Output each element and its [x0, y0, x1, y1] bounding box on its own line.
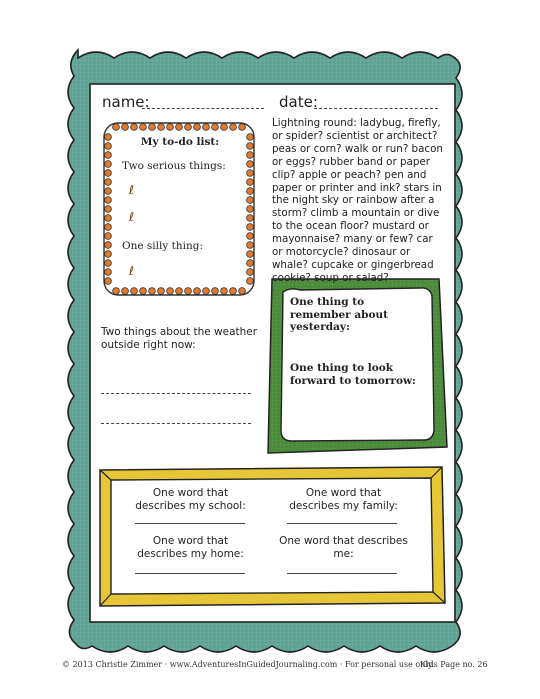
todo-border-dot	[140, 124, 147, 131]
todo-title: My to-do list:	[140, 136, 220, 148]
todo-border-dot	[185, 288, 192, 295]
todo-border-dot	[203, 124, 210, 131]
todo-border-dot	[247, 251, 254, 258]
todo-border-dot	[247, 206, 254, 213]
todo-border-dot	[105, 233, 112, 240]
todo-border-dot	[247, 152, 254, 159]
todo-border-dot	[247, 260, 254, 267]
todo-border-dot	[105, 134, 112, 141]
todo-border-dot	[212, 124, 219, 131]
date-label: date:	[279, 93, 318, 111]
todo-border-dot	[221, 124, 228, 131]
todo-border-dot	[158, 288, 165, 295]
todo-border-dot	[230, 288, 237, 295]
todo-border-dot	[105, 170, 112, 177]
todo-border-dot	[158, 124, 165, 131]
date-field-line[interactable]	[314, 108, 438, 109]
todo-border-dot	[247, 269, 254, 276]
todo-silly-label: One silly thing:	[122, 240, 204, 252]
todo-border-dot	[105, 161, 112, 168]
todo-border-dot	[247, 278, 254, 285]
todo-border-dot	[247, 161, 254, 168]
todo-border-dot	[149, 124, 156, 131]
todo-border-dot	[239, 124, 246, 131]
footer-page-number: Kids Page no. 26	[420, 660, 488, 669]
school-answer-line[interactable]	[135, 523, 245, 524]
todo-border-dot	[230, 124, 237, 131]
todo-border-dot	[247, 233, 254, 240]
lightning-round-text: Lightning round: ladybug, firefly, or spider? scientist or architect? peas or corn? walk or run? bacon or eggs? rubber band or paper clip? apple or peach? pen and paper or printer and ink? stars in the night sky or rainbow after a storm? climb a mountain or dive to the ocean floor? mustard or mayonnaise? many or few? car or motorcycle? dinosaur or whale? cupcake or gingerbread cookie? soup or salad?	[272, 117, 443, 284]
todo-serious-label: Two serious things:	[122, 160, 226, 172]
look-forward-prompt: One thing to look forward to tomorrow:	[290, 362, 416, 387]
todo-border-dot	[113, 288, 120, 295]
weather-prompt: Two things about the weather outside right now:	[101, 326, 258, 351]
me-answer-line[interactable]	[287, 573, 397, 574]
todo-border-dot	[167, 288, 174, 295]
todo-border-dot	[131, 124, 138, 131]
todo-bullet-1: ℓ	[129, 183, 134, 197]
todo-border-dot	[247, 134, 254, 141]
home-word-prompt: One word that describes my home:	[137, 535, 244, 560]
todo-bullet-3: ℓ	[129, 264, 134, 278]
todo-border-dot	[105, 242, 112, 249]
school-word-prompt: One word that describes my school:	[135, 487, 246, 512]
todo-border-dot	[105, 206, 112, 213]
todo-border-dot	[105, 260, 112, 267]
todo-border-dot	[105, 197, 112, 204]
todo-border-dot	[113, 124, 120, 131]
family-word-prompt: One word that describes my family:	[289, 487, 398, 512]
name-field-line[interactable]	[142, 108, 264, 109]
todo-border-dot	[105, 278, 112, 285]
todo-border-dot	[131, 288, 138, 295]
todo-border-dot	[105, 188, 112, 195]
todo-border-dot	[122, 124, 129, 131]
todo-border-dot	[194, 124, 201, 131]
todo-border-dot	[203, 288, 210, 295]
me-word-prompt: One word that describes me:	[279, 535, 408, 560]
todo-border-dot	[105, 269, 112, 276]
todo-border-dot	[194, 288, 201, 295]
todo-border-dot	[122, 288, 129, 295]
todo-border-dot	[247, 197, 254, 204]
name-label: name:	[102, 93, 150, 111]
remember-yesterday-prompt: One thing to remember about yesterday:	[290, 296, 388, 333]
todo-border-dot	[247, 170, 254, 177]
todo-border-dot	[105, 224, 112, 231]
todo-border-dot	[247, 224, 254, 231]
family-answer-line[interactable]	[287, 523, 397, 524]
todo-box-frame	[104, 123, 254, 295]
todo-border-dot	[212, 288, 219, 295]
todo-border-dot	[247, 143, 254, 150]
todo-bullet-2: ℓ	[129, 210, 134, 224]
todo-border-dot	[105, 215, 112, 222]
todo-border-dot	[247, 179, 254, 186]
todo-border-dot	[105, 152, 112, 159]
todo-border-dot	[105, 143, 112, 150]
weather-answer-line-2[interactable]	[101, 423, 251, 424]
todo-border-dot	[105, 179, 112, 186]
todo-border-dot	[140, 288, 147, 295]
todo-border-dot	[105, 251, 112, 258]
footer-copyright: © 2013 Christie Zimmer · www.AdventuresInGuidedJournaling.com · For personal use only.	[62, 660, 434, 669]
home-answer-line[interactable]	[135, 573, 245, 574]
todo-border-dot	[221, 288, 228, 295]
todo-border-dot	[247, 215, 254, 222]
todo-border-dot	[239, 288, 246, 295]
todo-border-dot	[176, 124, 183, 131]
weather-answer-line-1[interactable]	[101, 393, 251, 394]
todo-border-dot	[176, 288, 183, 295]
todo-border-dot	[167, 124, 174, 131]
todo-border-dot	[149, 288, 156, 295]
todo-border-dot	[185, 124, 192, 131]
todo-border-dot	[247, 188, 254, 195]
todo-border-dot	[247, 242, 254, 249]
